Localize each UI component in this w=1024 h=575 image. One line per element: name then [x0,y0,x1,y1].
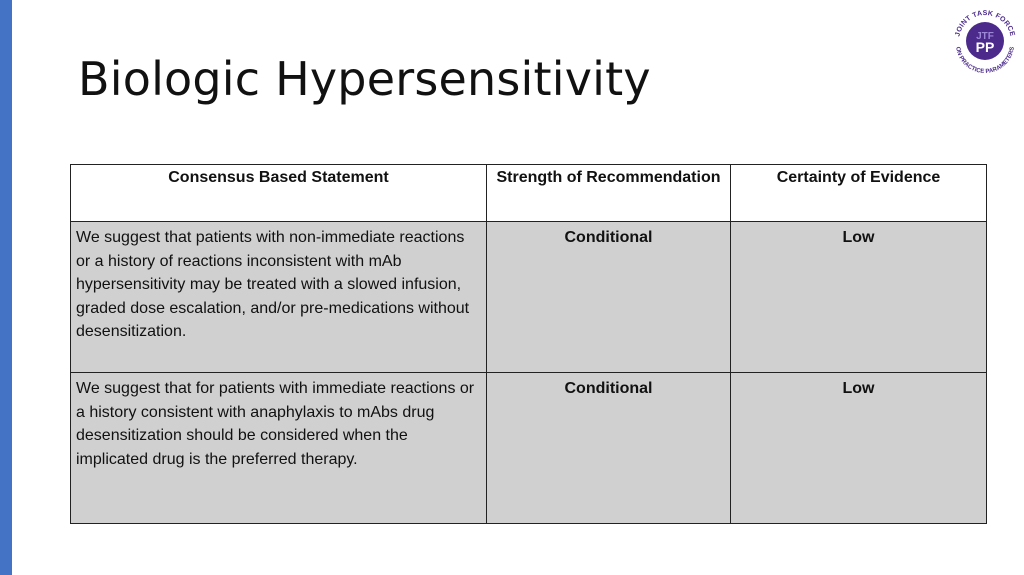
header-certainty-of-evidence: Certainty of Evidence [731,165,987,222]
table-header-row [71,165,987,222]
slide-title: Biologic Hypersensitivity [78,52,651,106]
header-strength-of-recommendation: Strength of Recommendation [487,165,731,222]
recommendation-table [70,164,987,524]
certainty-cell: Low [731,222,987,373]
logo-mark-bottom: PP [975,39,995,55]
table-row [71,222,987,373]
statement-cell: We suggest that for patients with immediate reactions or a history consistent with anaphylaxis to mAbs drug desensitization should be considered when the implicated drug is the preferred therapy. [71,373,487,524]
jtf-pp-logo [950,6,1020,76]
logo-ring-bottom-text: ON PRACTICE PARAMETERS [954,46,1016,76]
statement-cell: We suggest that patients with non-immediate reactions or a history of reactions inconsistent with mAb hypersensitivity may be treated with a slowed infusion, graded dose escalation, and/or pre-medications without desensitization. [71,222,487,373]
certainty-cell: Low [731,373,987,524]
accent-bar [0,0,12,575]
logo-ring-top-text: JOINT TASK FORCE [954,9,1016,38]
strength-cell: Conditional [487,222,731,373]
strength-cell: Conditional [487,373,731,524]
logo-mark-top: JTF [976,31,994,42]
header-consensus-statement: Consensus Based Statement [71,165,487,222]
table-row [71,373,987,524]
